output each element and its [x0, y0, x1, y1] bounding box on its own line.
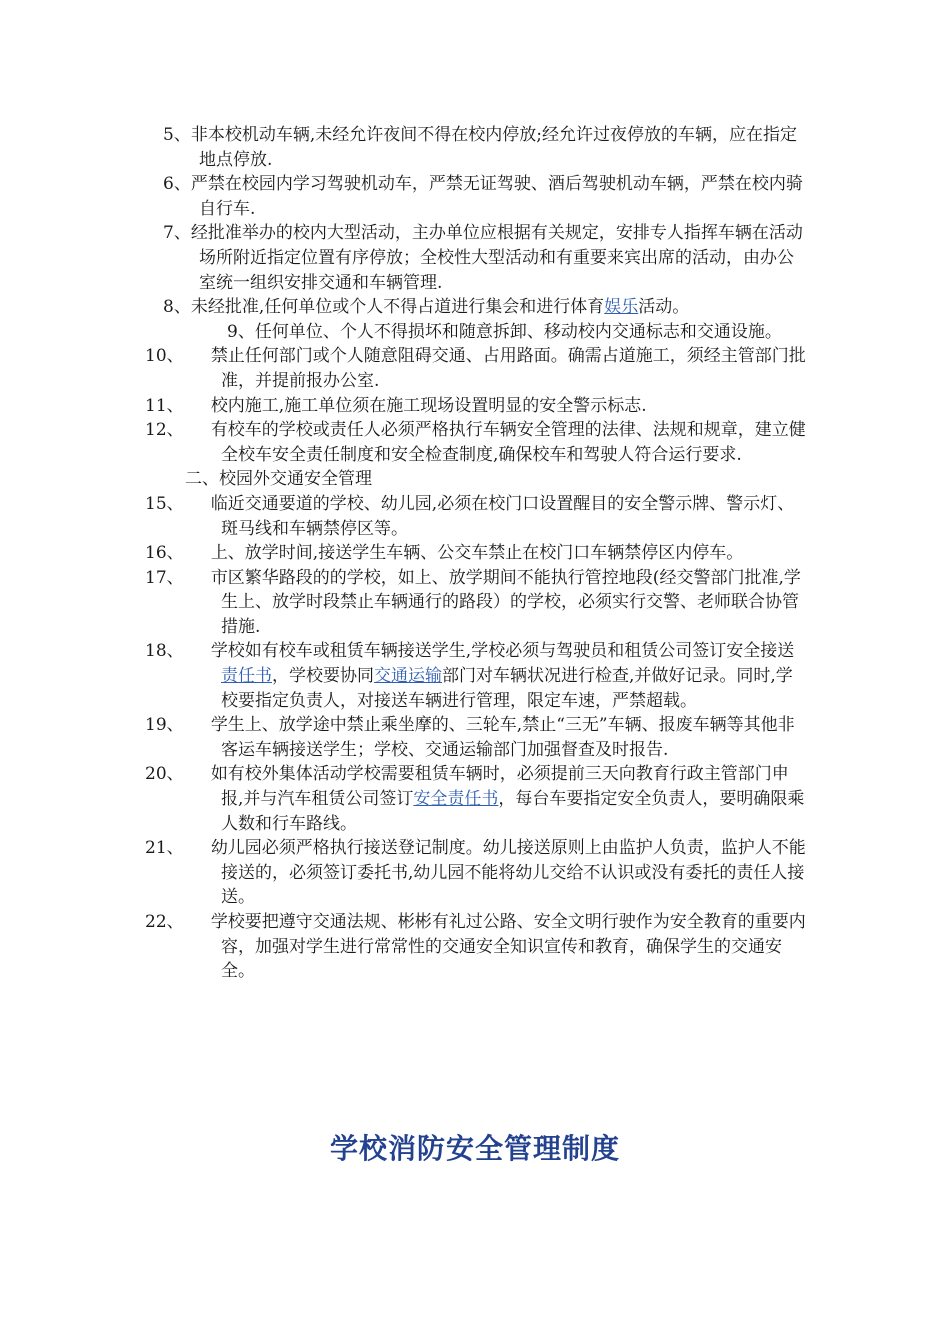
rule-item-12 [147, 418, 807, 467]
rule-text: 禁止任何部门或个人随意阻碍交通、占用路面。确需占道施工，须经主管部门批准，并提前报办公室. [210, 346, 806, 391]
rule-number: 12、 [145, 420, 184, 441]
rule-item-17 [147, 566, 807, 640]
rule-number: 10、 [145, 346, 184, 367]
rule-text: 市区繁华路段的的学校，如上、放学期间不能执行管控地段(经交警部门批准,学生上、放学时段禁止车辆通行的路段）的学校，必须实行交警、老师联合协管措施. [210, 567, 801, 637]
rule-item-6 [147, 172, 807, 221]
rule-number: 22、 [145, 912, 184, 932]
rule-text-mid: ，学校要协同 [272, 666, 374, 687]
rule-item-20 [147, 762, 807, 836]
rule-text: 上、放学时间,接送学生车辆、公交车禁止在校门口车辆禁停区内停车。 [210, 543, 744, 564]
safety-responsibility-link[interactable]: 安全责任书 [413, 789, 499, 810]
rule-text: 如有校外集体活动学校需要租赁车辆时，必须提前三天向教育行政主管部门申报,并与汽车租赁公司签订 [210, 764, 789, 810]
rule-text: 严禁在校园内学习驾驶机动车，严禁无证驾驶、酒后驾驶机动车辆，严禁在校内骑自行车. [190, 174, 803, 219]
rule-number: 7、 [163, 223, 191, 244]
entertainment-link[interactable]: 娱乐 [604, 297, 639, 318]
rule-item-18 [147, 639, 807, 713]
rule-number: 19、 [145, 715, 184, 736]
rule-number: 9、 [227, 321, 255, 342]
rule-number: 15、 [145, 493, 184, 514]
rule-item-22 [147, 910, 807, 984]
rule-item-11 [147, 394, 807, 419]
rule-item-16 [147, 541, 807, 566]
rule-item-21 [147, 836, 807, 910]
rule-text: 有校车的学校或责任人必须严格执行车辆安全管理的法律、法规和规章，建立健全校车安全责任制度和安全检查制度,确保校车和驾驶人符合运行要求. [210, 420, 806, 465]
rule-text-tail: 活动。 [638, 297, 690, 318]
rule-text: 未经批准,任何单位或个人不得占道进行集会和进行体育 [190, 297, 605, 318]
rule-text: 幼儿园必须严格执行接送登记制度。幼儿接送原则上由监护人负责，监护人不能接送的，必须签订委托书,幼儿园不能将幼儿交给不认识或没有委托的责任人接送。 [210, 838, 806, 908]
rule-number: 16、 [145, 543, 184, 564]
rule-item-10 [147, 344, 807, 393]
rule-number: 21、 [145, 838, 184, 859]
rule-text-tail: 部门对车辆状况进行检查,并做好记录。同时,学校要指定负责人，对接送车辆进行管理，限定车速，严禁超载。 [221, 666, 793, 711]
next-section-title: 学校消防安全管理制度 [329, 1132, 620, 1165]
rule-text: 学校要把遵守交通法规、彬彬有礼过公路、安全文明行驶作为安全教育的重要内容，加强对学生进行常常性的交通安全知识宣传和教育，确保学生的交通安全。 [210, 912, 806, 982]
rule-number: 20、 [145, 764, 184, 785]
rule-text: 学校如有校车或租赁车辆接送学生,学校必须与驾驶员和租赁公司签订安全接送 [210, 641, 795, 662]
responsibility-letter-link[interactable]: 责任书 [221, 666, 272, 687]
rule-number: 6、 [163, 174, 191, 195]
rule-item-19 [147, 713, 807, 762]
rule-number: 8、 [163, 297, 191, 318]
transportation-link[interactable]: 交通运输 [374, 666, 442, 687]
rule-item-9 [147, 320, 807, 345]
rule-number: 5、 [163, 125, 191, 145]
rule-item-8 [147, 295, 807, 320]
rule-text: 临近交通要道的学校、幼儿园,必须在校门口设置醒目的安全警示牌、警示灯、斑马线和车辆禁停区等。 [210, 493, 795, 539]
rule-text: 经批准举办的校内大型活动，主办单位应根据有关规定，安排专人指挥车辆在活动场所附近指定位置有序停放；全校性大型活动和有重要来宾出席的活动，由办公室统一组织安排交通和车辆管理. [190, 223, 803, 293]
rule-item-7 [147, 221, 807, 295]
rule-number: 18、 [145, 641, 184, 662]
rule-number: 17、 [145, 567, 184, 588]
rule-item-15 [147, 492, 807, 541]
rule-text: 非本校机动车辆,未经允许夜间不得在校内停放;经允许过夜停放的车辆，应在指定地点停放. [190, 125, 797, 170]
rule-text: 校内施工,施工单位须在施工现场设置明显的安全警示标志. [210, 395, 647, 416]
rule-text: 学生上、放学途中禁止乘坐摩的、三轮车,禁止“三无”车辆、报废车辆等其他非客运车辆接送学生；学校、交通运输部门加强督查及时报告. [210, 715, 795, 760]
rule-item-5 [147, 123, 807, 172]
rule-text-tail: ，每台车要指定安全负责人，要明确限乘人数和行车路线。 [221, 789, 805, 834]
rule-text: 任何单位、个人不得损坏和随意拆卸、移动校内交通标志和交通设施。 [254, 321, 782, 342]
section-heading: 二、校园外交通安全管理 [185, 469, 372, 490]
rule-number: 11、 [145, 395, 184, 416]
document-body [147, 123, 807, 984]
